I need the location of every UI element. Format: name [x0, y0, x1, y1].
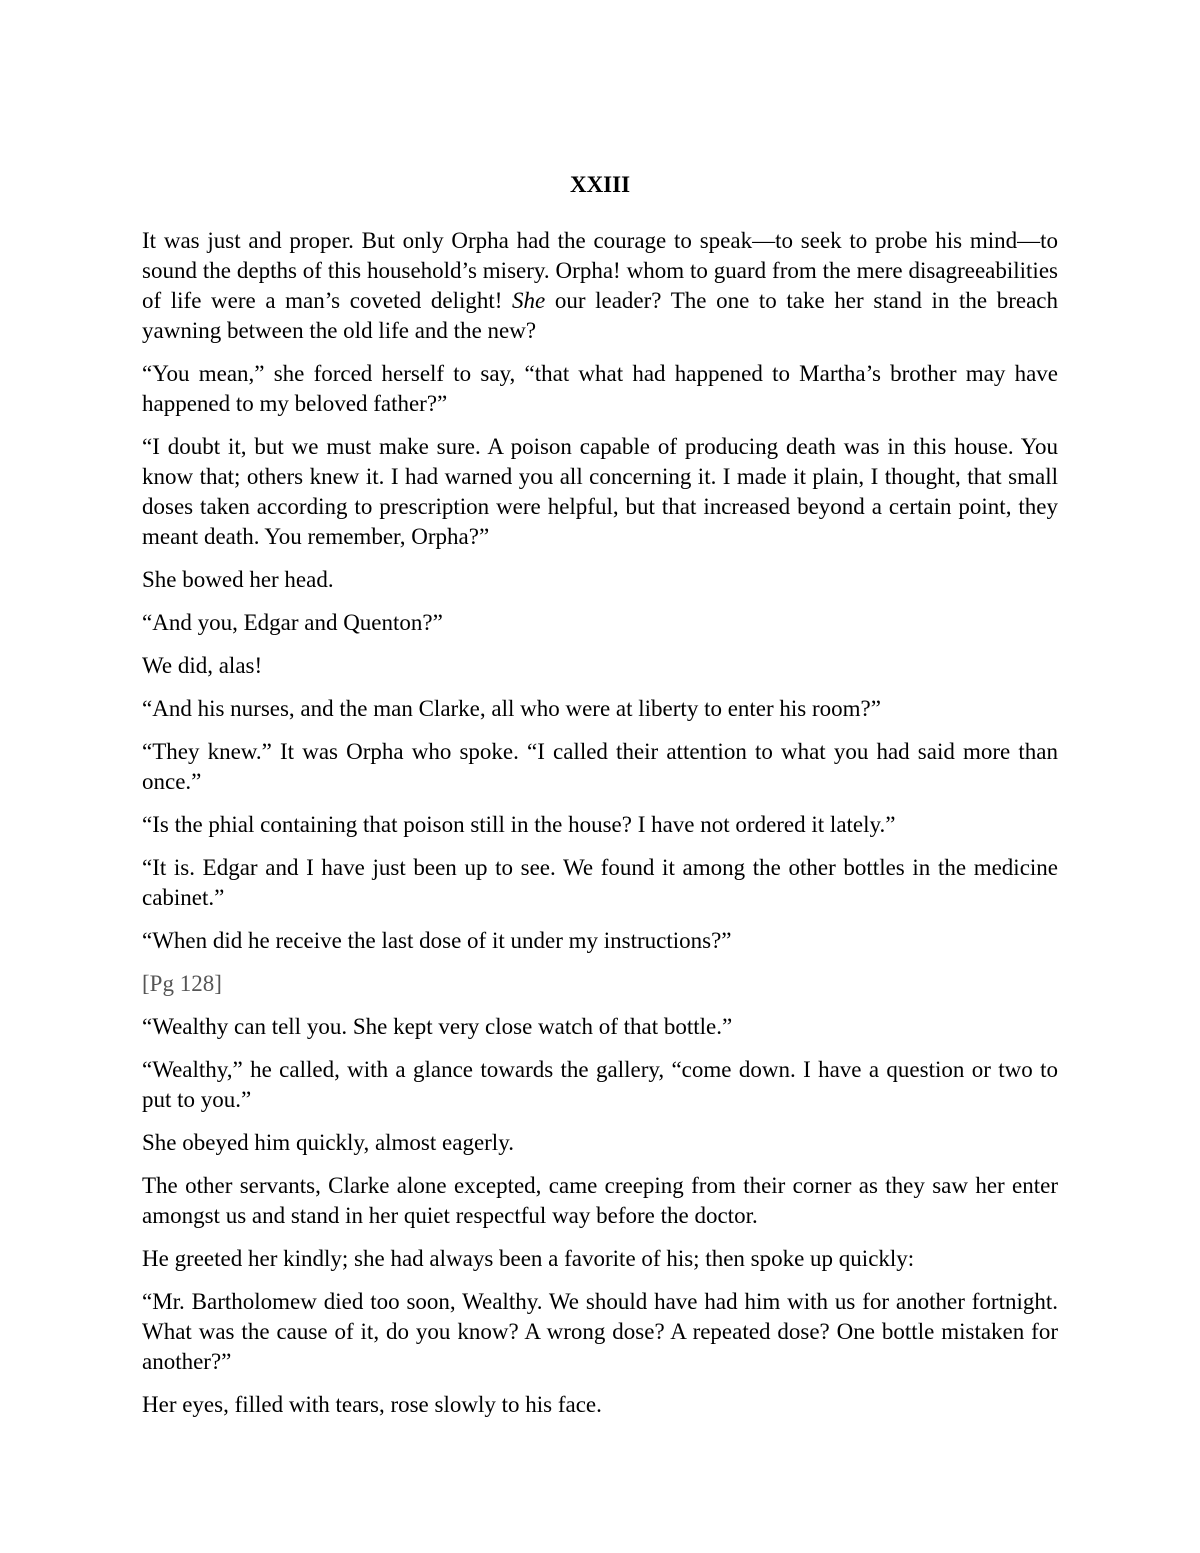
paragraph: We did, alas!	[142, 653, 263, 678]
book-page	[142, 170, 1058, 1433]
chapter-heading: XXIII	[569, 172, 631, 197]
paragraph: “You mean,” she forced herself to say, “that what had happened to Martha’s brother may have happened to my beloved father?”	[142, 361, 1058, 416]
paragraph-text: It was just and proper. But only Orpha had the courage to speak—to seek to probe his mind—to sound the depths of this household’s misery. Orpha! whom to guard from the mere disagreeabilities of life were a man’s coveted delight!	[142, 228, 1058, 313]
paragraph: He greeted her kindly; she had always been a favorite of his; then spoke up quickly:	[142, 1246, 915, 1271]
paragraph: Her eyes, filled with tears, rose slowly to his face.	[142, 1392, 602, 1417]
paragraph: “It is. Edgar and I have just been up to see. We found it among the other bottles in the medicine cabinet.”	[142, 855, 1058, 910]
paragraph-text: our leader? The one to take her stand in the breach yawning between the old life and the new?	[142, 288, 1058, 343]
page-number-marker: [Pg 128]	[142, 971, 222, 996]
paragraph	[142, 226, 1058, 346]
paragraph: “When did he receive the last dose of it under my instructions?”	[142, 928, 732, 953]
paragraph: “I doubt it, but we must make sure. A poison capable of producing death was in this house. You know that; others knew it. I had warned you all concerning it. I made it plain, I thought, that small doses taken according to prescription were helpful, but that increased beyond a certain point, they meant death. You remember, Orpha?”	[142, 434, 1058, 549]
paragraph: The other servants, Clarke alone excepted, came creeping from their corner as they saw her enter amongst us and stand in her quiet respectful way before the doctor.	[142, 1173, 1058, 1228]
paragraph: “Mr. Bartholomew died too soon, Wealthy. We should have had him with us for another fortnight. What was the cause of it, do you know? A wrong dose? A repeated dose? One bottle mistaken for another?”	[142, 1289, 1058, 1374]
paragraph: “They knew.” It was Orpha who spoke. “I called their attention to what you had said more than once.”	[142, 739, 1058, 794]
paragraph: “And his nurses, and the man Clarke, all who were at liberty to enter his room?”	[142, 696, 881, 721]
paragraph: “Wealthy can tell you. She kept very close watch of that bottle.”	[142, 1014, 733, 1039]
paragraph: “And you, Edgar and Quenton?”	[142, 610, 443, 635]
paragraph: “Is the phial containing that poison still in the house? I have not ordered it lately.”	[142, 812, 896, 837]
italic-emphasis: She	[512, 288, 546, 313]
paragraph: She obeyed him quickly, almost eagerly.	[142, 1130, 514, 1155]
paragraph: She bowed her head.	[142, 567, 334, 592]
paragraph: “Wealthy,” he called, with a glance towards the gallery, “come down. I have a question or two to put to you.”	[142, 1057, 1058, 1112]
